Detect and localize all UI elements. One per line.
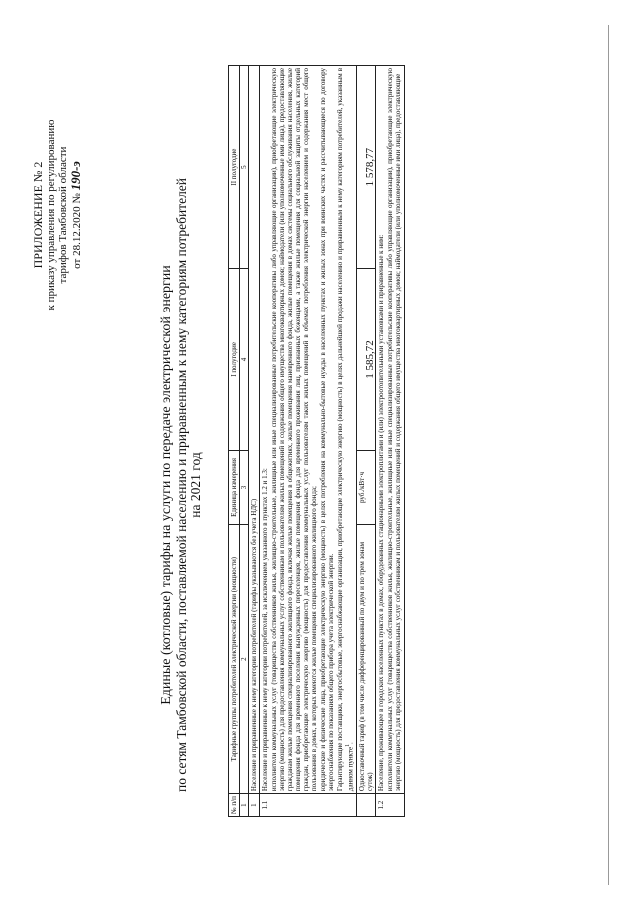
tariff-half1-value: 1 585,72 — [357, 269, 376, 450]
tariff-half2-value: 1 578,77 — [357, 66, 376, 269]
annex-date-line — [67, 65, 84, 365]
row-1-1 — [260, 66, 357, 817]
footnote-mark: 1 — [345, 744, 351, 747]
document-title — [160, 125, 204, 845]
section-1-row — [249, 66, 260, 817]
index-cell: 4 — [240, 269, 249, 450]
row-1-2-intro: Население, проживающее в городских населенных пунктах в домах, оборудованных стационарными электроплитами и (или) электроотопительными установками и приравненные к ним: — [377, 234, 386, 792]
row-1-1-num: 1.1 — [260, 794, 357, 817]
page-edge-divider — [608, 25, 609, 885]
title-line-1: Единые (котловые) тарифы на услуги по передаче электрической энергии — [159, 265, 174, 705]
row-1-2-text — [376, 66, 405, 794]
row-1-2-num: 1.2 — [376, 794, 405, 817]
header-unit: Единица измерения — [229, 450, 240, 525]
handwritten-doc-number: 190-э — [67, 161, 83, 191]
header-num: № п/п — [229, 794, 240, 817]
annex-header — [32, 65, 83, 365]
section-1-num: 1 — [249, 794, 260, 817]
tariff-unit: руб./кВт·ч — [357, 450, 376, 525]
annex-date: от 28.12.2020 № — [70, 193, 83, 269]
title-line-2: по сетям Тамбовской области, поставляемой населению и приравненным к нему категориям потребителей — [173, 177, 189, 793]
row-1-2-executors: исполнители коммунальных услуг (товарищества собственников жилья, жилищно-строительные, жилищные или иные специализированные потребительские кооперативы либо управляющие организации), приобретающие электрическую энергию (мощность) для предоставления коммунальных услуг собственникам и пользователям жилых помещений и содержания общего имущества многоквартирных домов; наймодатели (или уполномоченные ими лица), предоставляющие — [386, 68, 403, 792]
index-cell: 5 — [240, 66, 249, 269]
header-half2: II полугодие — [229, 66, 240, 269]
annex-title: ПРИЛОЖЕНИЕ № 2 — [31, 161, 45, 269]
index-cell: 2 — [240, 525, 249, 794]
row-1-1-suppliers: Гарантирующие поставщики, энергосбытовые, энергоснабжающие организации, приобретающие электрическую энергию (мощность) в целях дальнейшей продажи населению и приравненным к нему категориям потребителей, указанным в данном пункте$^1$. — [336, 68, 355, 792]
row-1-1-suppliers-text: Гарантирующие поставщики, энергосбытовые, энергоснабжающие организации, приобретающие электрическую энергию (мощность) в целях дальнейшей продажи населению и приравненным к нему категориям потребителей, указанным в данном пункте — [336, 68, 355, 792]
header-name: Тарифные группы потребителей электрической энергии (мощности) — [229, 525, 240, 794]
row-1-1-text — [260, 66, 357, 794]
column-index-row — [240, 66, 249, 817]
annex-order-line: к приказу управления по регулированию — [44, 119, 57, 311]
tariff-table — [228, 65, 405, 817]
tariff-row — [357, 66, 376, 817]
row-1-2 — [376, 66, 405, 817]
row-1-1-executors: исполнители коммунальных услуг (товарищества собственников жилья, жилищно-строительные, жилищные или иные специализированные потребительские кооперативы либо управляющие организации), приобретающие электрическую энергию (мощность) для предоставления коммунальных услуг собственникам и пользователям жилых помещений и содержания общего имущества многоквартирных домов; наймодатели (или уполномоченные ими лица), предоставляющие гражданам жилые помещения специализированного жилищного фонда, включая жилые помещения в общежитиях, жилые помещения маневренного фонда, жилые помещения в домах системы социального обслуживания населения, жилые помещения фонда для временного поселения вынужденных переселенцев, жилые помещения фонда для временного проживания лиц, признанных беженцами, а также жилые помещения для социальной защиты отдельных категорий граждан, приобретающие электрическую энергию (мощность) для предоставления коммунальных услуг пользователям таких жилых помещений в объемах потребления электрической энергии населением и содержания мест общего пользования в домах, в которых имеются жилые помещения специализированного жилищного фонда; — [270, 68, 318, 792]
index-cell: 3 — [240, 450, 249, 525]
index-cell: 1 — [240, 794, 249, 817]
table-header-row — [229, 66, 240, 817]
tariff-label: Одноставочный тариф (в том числе дифференцированный по двум и по трем зонам суток) — [357, 525, 376, 794]
annex-authority-line: тарифов Тамбовской области — [57, 146, 69, 284]
header-half1: I полугодие — [229, 269, 240, 450]
row-1-1-intro: Население и приравненные к нему категории потребителей, за исключением указанного в пунктах 1.2 и 1.3: — [261, 468, 269, 792]
row-1-1-legal-entities: юридические и физические лица, приобретающие электрическую энергию (мощность) в целях потребления на коммунально-бытовые нужды в населенных пунктах и жилых зонах при воинских частях и рассчитывающиеся по договору энергоснабжения по показаниям общего прибора учета электрической энергии. — [319, 68, 335, 792]
title-line-3: на 2021 год — [188, 452, 203, 518]
section-1-text: Население и приравненные к нему категории потребителей (тарифы указываются без учета НДС) — [249, 66, 260, 794]
